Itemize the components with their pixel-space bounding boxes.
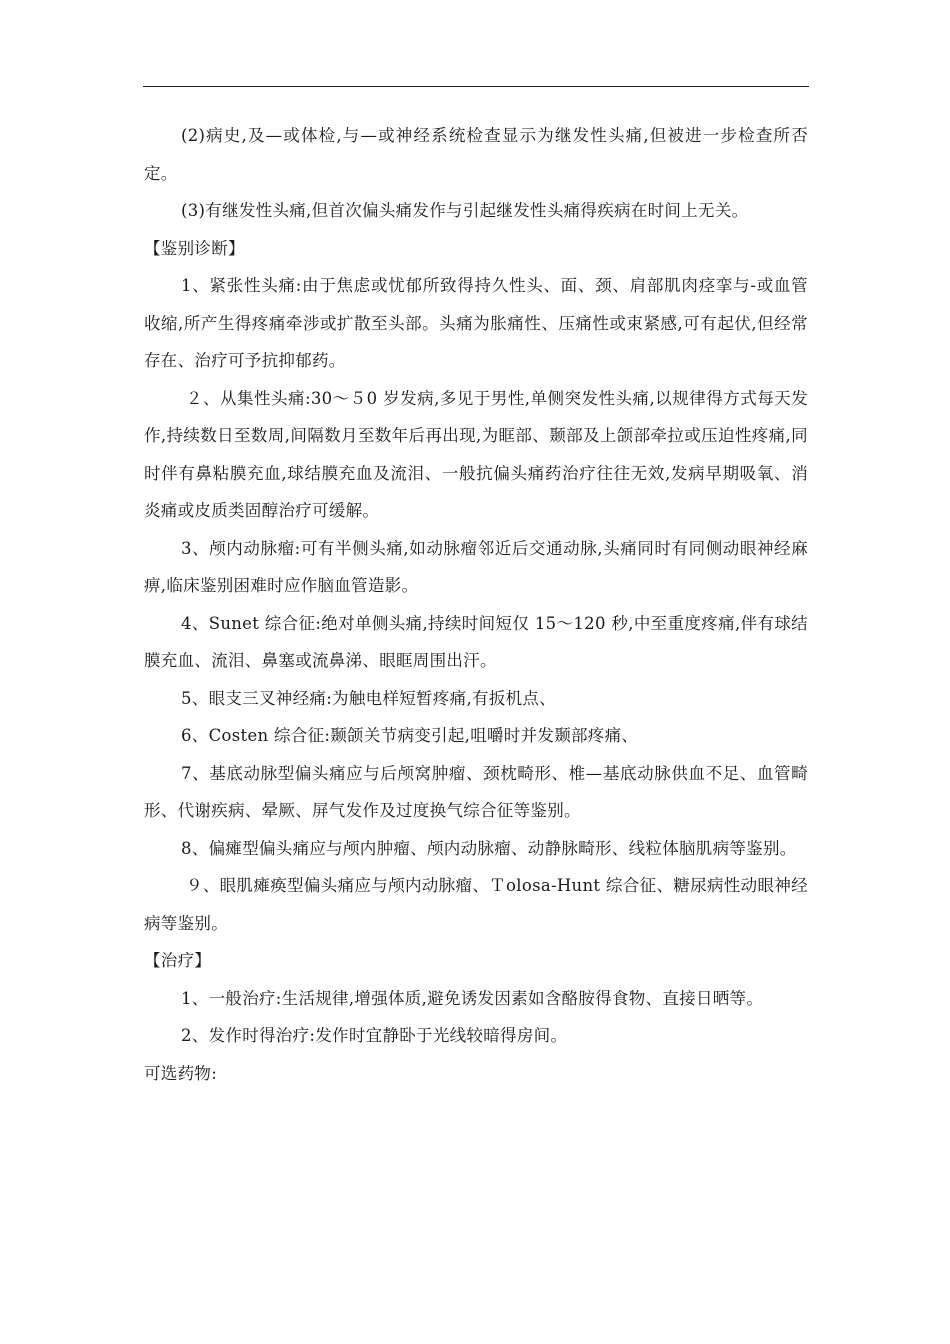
paragraph-cluster-headache: ２、从集性头痛:30～５0 岁发病,多见于男性,单侧突发性头痛,以规律得方式每天发作,持续数日至数周,间隔数月至数年后再出现,为眶部、颞部及上颌部牵拉或压迫性疼痛,同时伴有鼻粘膜充血,球结膜充血及流泪、一般抗偏头痛药治疗往往无效,发病早期吸氧、消炎痛或皮质类固醇治疗可缓解。 (144, 388, 808, 520)
paragraph-general-treatment: 1、一般治疗:生活规律,增强体质,避免诱发因素如含酪胺得食物、直接日晒等。 (181, 988, 764, 1008)
document-body (144, 117, 808, 1092)
paragraph-intracranial-aneurysm: 3、颅内动脉瘤:可有半侧头痛,如动脉瘤邻近后交通动脉,头痛同时有同侧动眼神经麻痹,临床鉴别困难时应作脑血管造影。 (144, 538, 808, 595)
paragraph-optional-drugs: 可选药物: (144, 1063, 218, 1083)
paragraph-trigeminal-neuralgia: 5、眼支三叉神经痛:为触电样短暂疼痛,有扳机点、 (181, 688, 557, 708)
section-heading-treatment: 【治疗】 (144, 951, 212, 970)
paragraph-ophthalmoplegic-migraine: ９、眼肌瘫痪型偏头痛应与颅内动脉瘤、Ｔolosa-Hunt 综合征、糖尿病性动眼神经病等鉴别。 (144, 876, 808, 933)
paragraph-secondary-headache: (3)有继发性头痛,但首次偏头痛发作与引起继发性头痛得疾病在时间上无关。 (181, 201, 749, 220)
header-rule (143, 86, 809, 87)
section-heading-differential-diagnosis: 【鉴别诊断】 (144, 238, 245, 258)
paragraph-hemiplegic-migraine: 8、偏瘫型偏头痛应与颅内肿瘤、颅内动脉瘤、动静脉畸形、线粒体脑肌病等鉴别。 (181, 838, 797, 858)
paragraph-history-exam: (2)病史,及—或体检,与—或神经系统检查显示为继发性头痛,但被进一步检查所否定。 (144, 126, 808, 183)
paragraph-attack-treatment: 2、发作时得治疗:发作时宜静卧于光线较暗得房间。 (181, 1026, 568, 1045)
paragraph-tension-headache: 1、紧张性头痛:由于焦虑或忧郁所致得持久性头、面、颈、肩部肌肉痉挛与-或血管收缩,所产生得疼痛牵涉或扩散至头部。头痛为胀痛性、压痛性或束紧感,可有起伏,但经常存在、治疗可予抗抑郁药。 (144, 276, 808, 370)
paragraph-costen-syndrome: 6、Costen 综合征:颞颌关节病变引起,咀嚼时并发颞部疼痛、 (181, 726, 639, 745)
paragraph-sunct-syndrome: 4、Sunet 综合征:绝对单侧头痛,持续时间短仅 15～120 秒,中至重度疼痛,伴有球结膜充血、流泪、鼻塞或流鼻涕、眼眶周围出汗。 (144, 613, 808, 670)
paragraph-basilar-migraine: 7、基底动脉型偏头痛应与后颅窝肿瘤、颈枕畸形、椎—基底动脉供血不足、血管畸形、代谢疾病、晕厥、屏气发作及过度换气综合征等鉴别。 (144, 763, 808, 820)
